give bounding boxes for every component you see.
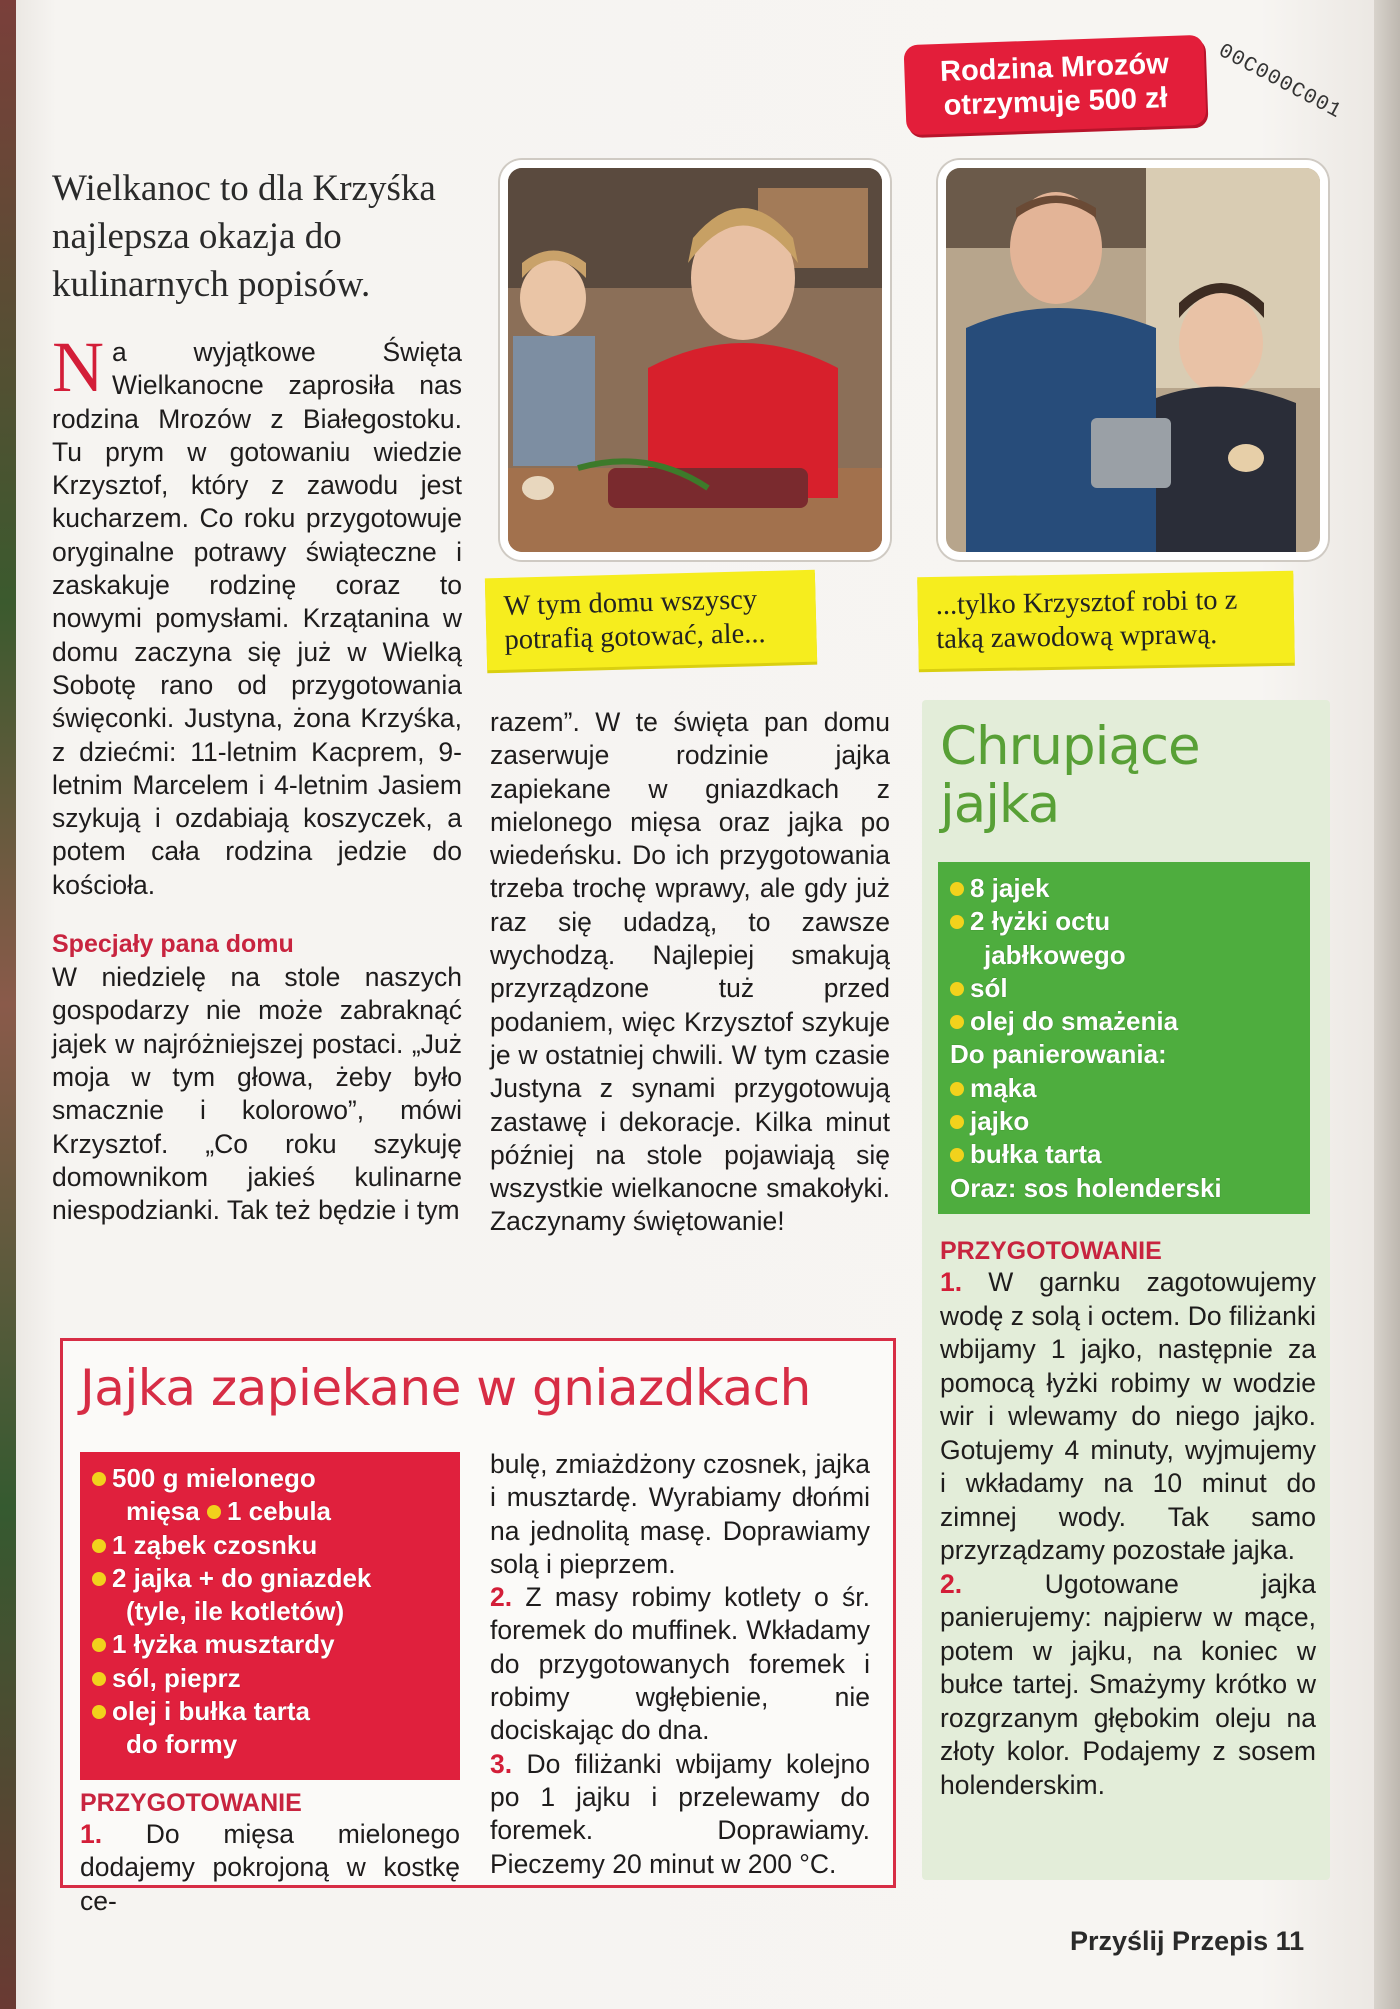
page-footer: Przyślij Przepis 11 [1070, 1926, 1305, 1956]
ingredient-item: (tyle, ile kotletów) [126, 1596, 345, 1627]
bullet-icon [92, 1705, 106, 1719]
badge-line-2: otrzymuje 500 zł [943, 82, 1169, 122]
bullet-icon [950, 1148, 964, 1162]
photo-mother-and-son [500, 160, 890, 560]
page-edge-right [1374, 0, 1400, 2009]
ingredient-item: do formy [126, 1729, 238, 1760]
preparation-step-2: 2. Ugotowane jajka panierujemy: najpierw w mące, potem w jajku, na koniec w bułce tartej. Smażymy krótko w rozgrzanym głębokim oleju na złoty kolor. Podajemy z sosem holenderskim. [940, 1568, 1316, 1800]
drop-cap: N [52, 327, 104, 407]
breading-label: Do panierowania: [950, 1039, 1167, 1070]
bullet-icon [950, 1015, 964, 1029]
article-subheading: Specjały pana domu [52, 930, 294, 959]
bullet-icon [92, 1472, 106, 1486]
preparation-step-2: 2. Z masy robimy kotlety o śr. foremek do muffinek. Wkładamy do przygotowanych foremek i robimy wgłębienie, nie dociskając do dna. [490, 1582, 870, 1746]
ingredient-item: 2 jajka + do gniazdek [92, 1562, 448, 1595]
article-column-1 [52, 327, 462, 1227]
ingredient-item: 500 g mielonego [92, 1462, 448, 1495]
preparation-step-1b: bulę, zmiażdżony czosnek, jajka i musztardę. Wyrabiamy dłońmi na jednolitą masę. Doprawiamy solą i pieprzem. [490, 1449, 870, 1579]
preparation-step-3: 3. Do filiżanki wbijamy kolejno po 1 jajku i przelewamy do foremek. Doprawiamy. Pieczemy 20 minut w 200 °C. [490, 1748, 870, 1879]
prize-badge [904, 35, 1207, 135]
ingredient-item: jabłkowego [984, 939, 1126, 970]
article-paragraph-1: a wyjątkowe Święta Wielkanocne zaprosiła nas rodzina Mrozów z Białegostoku. Tu prym w gotowaniu wiedzie Krzysztof, który z zawodu jest kucharzem. Co roku przygotowuje oryginalne potrawy świąteczne i zaskakuje rodzinę coraz to nowymi pomysłami. Krzątanina w domu zaczyna się już w Wielką Sobotę rano od przygotowania święconki. Justyna, żona Krzyśka, z dziećmi: 11-letnim Kacprem, 9-letnim Marcelem i 4-letnim Jasiem szykują i ozdabiają koszyczek, a potem cała rodzina jedzie do kościoła. [52, 337, 462, 900]
ingredient-item: mąka [950, 1072, 1298, 1105]
bullet-icon [950, 1082, 964, 1096]
preparation-step-1a: 1. Do mięsa mielonego dodajemy pokrojoną w kostkę ce- [80, 1819, 460, 1916]
ingredient-item: bułka tarta [950, 1138, 1298, 1171]
ingredient-item: jajko [950, 1105, 1298, 1138]
article-paragraph-2: W niedzielę na stole naszych gospodarzy nie może zabraknąć jajek w najróżniejszej postaci. „Już moja w tym głowa, żeby było smacznie i kolorowo”, mówi Krzysztof. „Co roku szykuję domownikom jakieś kulinarne niespodzianki. Tak też będzie i tym [52, 962, 462, 1226]
preparation-crispy-eggs [940, 1236, 1316, 1802]
ingredient-item: 2 łyżki octu [950, 905, 1298, 938]
bullet-icon [950, 982, 964, 996]
preparation-baked-eggs-start [80, 1788, 460, 1918]
bullet-icon [92, 1638, 106, 1652]
preparation-baked-eggs-continued [490, 1448, 870, 1881]
bullet-icon [950, 882, 964, 896]
recipe-title-baked-eggs: Jajka zapiekane w gniazdkach [80, 1359, 811, 1417]
bullet-icon [950, 915, 964, 929]
article-paragraph-3: razem”. W te święta pan domu zaserwuje rodzinie jajka zapiekane w gniazdkach z mielonego mięsa oraz jajka po wiedeńsku. Do ich przygotowania trzeba trochę wprawy, ale gdy już raz się udadzą, to zawsze wychodzą. Najlepiej smakują przyrządzone tuż przed podaniem, więc Krzysztof szykuje je w ostatniej chwili. W tym czasie Justyna z synami przygotowują zastawę i dekoracje. Kilka minut później na stole pojawiają się wszystkie wielkanocne smakołyki. Zaczynamy świętowanie! [490, 707, 890, 1237]
ingredient-item: 1 łyżka musztardy [92, 1628, 448, 1661]
article-column-2 [490, 706, 890, 1239]
ingredient-item: olej do smażenia [950, 1005, 1298, 1038]
photo-father-and-son-image [946, 168, 1320, 552]
ingredient-item: mięsa 1 cebula [126, 1496, 332, 1527]
ingredient-item: olej i bułka tarta [92, 1695, 448, 1728]
bullet-icon [92, 1539, 106, 1553]
bullet-icon [92, 1672, 106, 1686]
ingredients-crispy-eggs [938, 862, 1310, 1214]
ingredient-item: sól [950, 972, 1298, 1005]
bullet-icon [950, 1115, 964, 1129]
serial-number: 00C000C001 [1214, 40, 1346, 125]
recipe-title-crispy-eggs: Chrupiące jajka [940, 716, 1200, 835]
ingredient-item: 1 ząbek czosnku [92, 1529, 448, 1562]
also-needed: Oraz: sos holenderski [950, 1172, 1222, 1203]
ingredient-item: sól, pieprz [92, 1662, 448, 1695]
photo-mother-and-son-image [508, 168, 882, 552]
caption-left: W tym domu wszyscy potrafią gotować, ale... [485, 570, 817, 671]
badge-line-1: Rodzina Mrozów [939, 48, 1170, 88]
intro-lead: Wielkanoc to dla Krzyśka najlepsza okazja do kulinarnych popisów. [52, 168, 436, 305]
preparation-heading: PRZYGOTOWANIE [940, 1237, 1162, 1265]
ingredient-item: 8 jajek [950, 872, 1298, 905]
preparation-step-1: 1. W garnku zagotowujemy wodę z solą i octem. Do filiżanki wbijamy 1 jajko, następnie za pomocą łyżki robimy w wodzie wir i wlewamy do niego jajko. Gotujemy 4 minuty, wyjmujemy i wkładamy na 10 minut do zimnej wody. Tak samo przyrządzamy pozostałe jajka. [940, 1267, 1316, 1565]
photo-father-and-son [938, 160, 1328, 560]
ingredients-baked-eggs [80, 1452, 460, 1780]
caption-right: ...tylko Krzysztof robi to z taką zawodową wprawą. [917, 571, 1295, 670]
preparation-heading: PRZYGOTOWANIE [80, 1789, 302, 1817]
bullet-icon [92, 1572, 106, 1586]
bullet-icon [207, 1505, 221, 1519]
page-edge-left [0, 0, 16, 2009]
